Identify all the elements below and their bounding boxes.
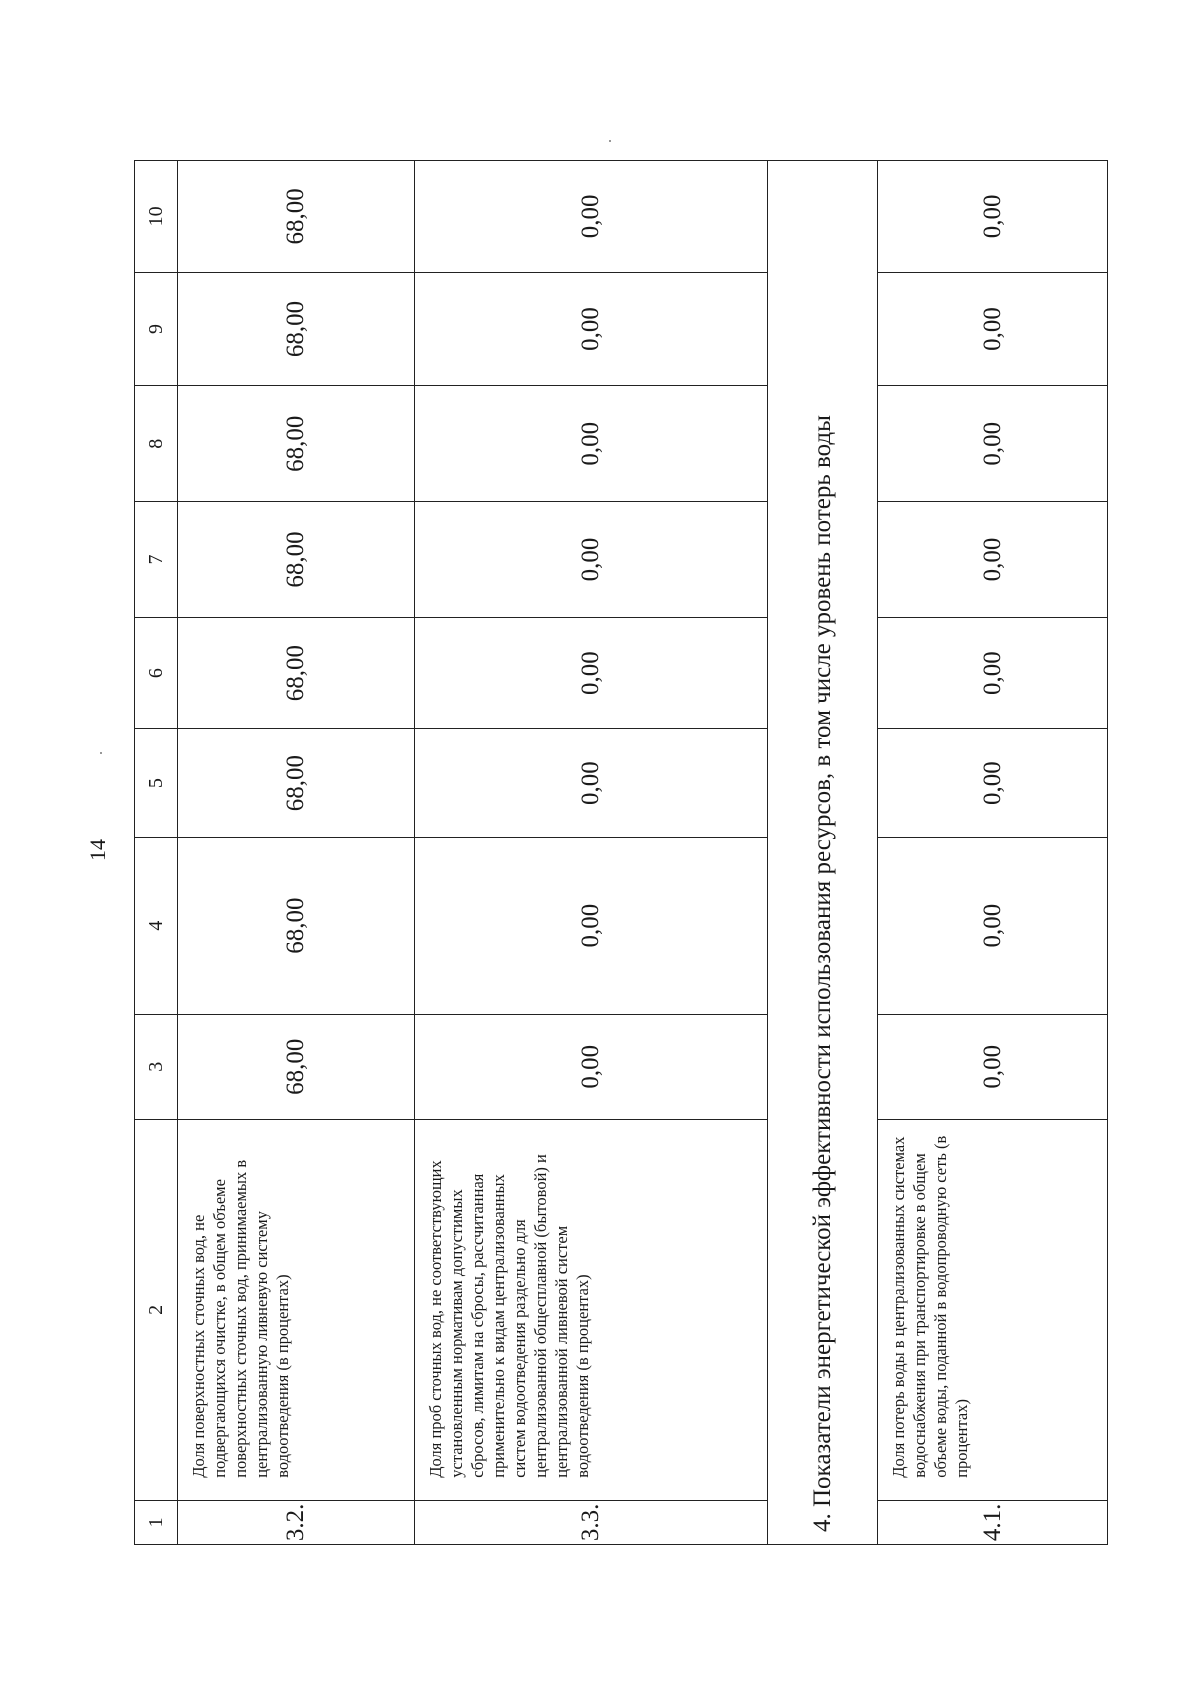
value-cell: 68,00 (178, 729, 415, 837)
value-cell: 68,00 (178, 386, 415, 502)
row-number: 4.1. (878, 1500, 1108, 1544)
value-cell: 0,00 (878, 161, 1108, 273)
header-cell: 3 (135, 1014, 178, 1119)
value-cell: 0,00 (415, 837, 768, 1014)
value-cell: 0,00 (415, 272, 768, 386)
value-cell: 68,00 (178, 161, 415, 273)
value-cell: 0,00 (878, 502, 1108, 618)
value-cell: 0,00 (415, 386, 768, 502)
row-description: Доля потерь воды в централизованных системах водоснабжения при транспортировке в общем объеме воды, поданной в водопроводную сеть (в процентах) (878, 1119, 1108, 1500)
scan-speck (100, 752, 102, 754)
scan-speck (609, 140, 611, 142)
header-cell: 9 (135, 272, 178, 386)
table-row (415, 161, 768, 1545)
value-cell: 0,00 (415, 617, 768, 729)
table-row (878, 161, 1108, 1545)
rotated-table-container (134, 160, 1062, 1545)
value-cell: 0,00 (415, 502, 768, 618)
value-cell: 68,00 (178, 272, 415, 386)
value-cell: 0,00 (878, 729, 1108, 837)
value-cell: 68,00 (178, 837, 415, 1014)
header-cell: 2 (135, 1119, 178, 1500)
table-row (178, 161, 415, 1545)
row-description: Доля проб сточных вод, не соответствующих установленным нормативам допустимых сбросов, лимитам на сбросы, рассчитанная применительно к видам централизованных систем водоотведения раздельно для централизованной общесплавной (бытовой) и централизованной ливневой систем водоотведения (в процентах) (415, 1119, 768, 1500)
section-title: 4. Показатели энергетической эффективности использования ресурсов, в том числе уровень потерь воды (768, 161, 878, 1545)
page-number: 14 (85, 839, 110, 861)
value-cell: 0,00 (878, 272, 1108, 386)
header-cell: 10 (135, 161, 178, 273)
row-description: Доля поверхностных сточных вод, не подвергающихся очистке, в общем объеме поверхностных сточных вод, принимаемых в централизованную ливневую систему водоотведения (в процентах) (178, 1119, 415, 1500)
header-cell: 5 (135, 729, 178, 837)
header-cell: 4 (135, 837, 178, 1014)
value-cell: 0,00 (415, 1014, 768, 1119)
value-cell: 0,00 (878, 837, 1108, 1014)
value-cell: 0,00 (415, 161, 768, 273)
header-cell: 6 (135, 617, 178, 729)
value-cell: 68,00 (178, 617, 415, 729)
table-header-row (135, 161, 178, 1545)
value-cell: 0,00 (878, 617, 1108, 729)
value-cell: 0,00 (878, 1014, 1108, 1119)
value-cell: 0,00 (415, 729, 768, 837)
header-cell: 8 (135, 386, 178, 502)
row-number: 3.3. (415, 1500, 768, 1544)
value-cell: 68,00 (178, 502, 415, 618)
value-cell: 68,00 (178, 1014, 415, 1119)
header-cell: 1 (135, 1500, 178, 1544)
section-row (768, 161, 878, 1545)
row-number: 3.2. (178, 1500, 415, 1544)
indicators-table (134, 160, 1108, 1545)
header-cell: 7 (135, 502, 178, 618)
value-cell: 0,00 (878, 386, 1108, 502)
